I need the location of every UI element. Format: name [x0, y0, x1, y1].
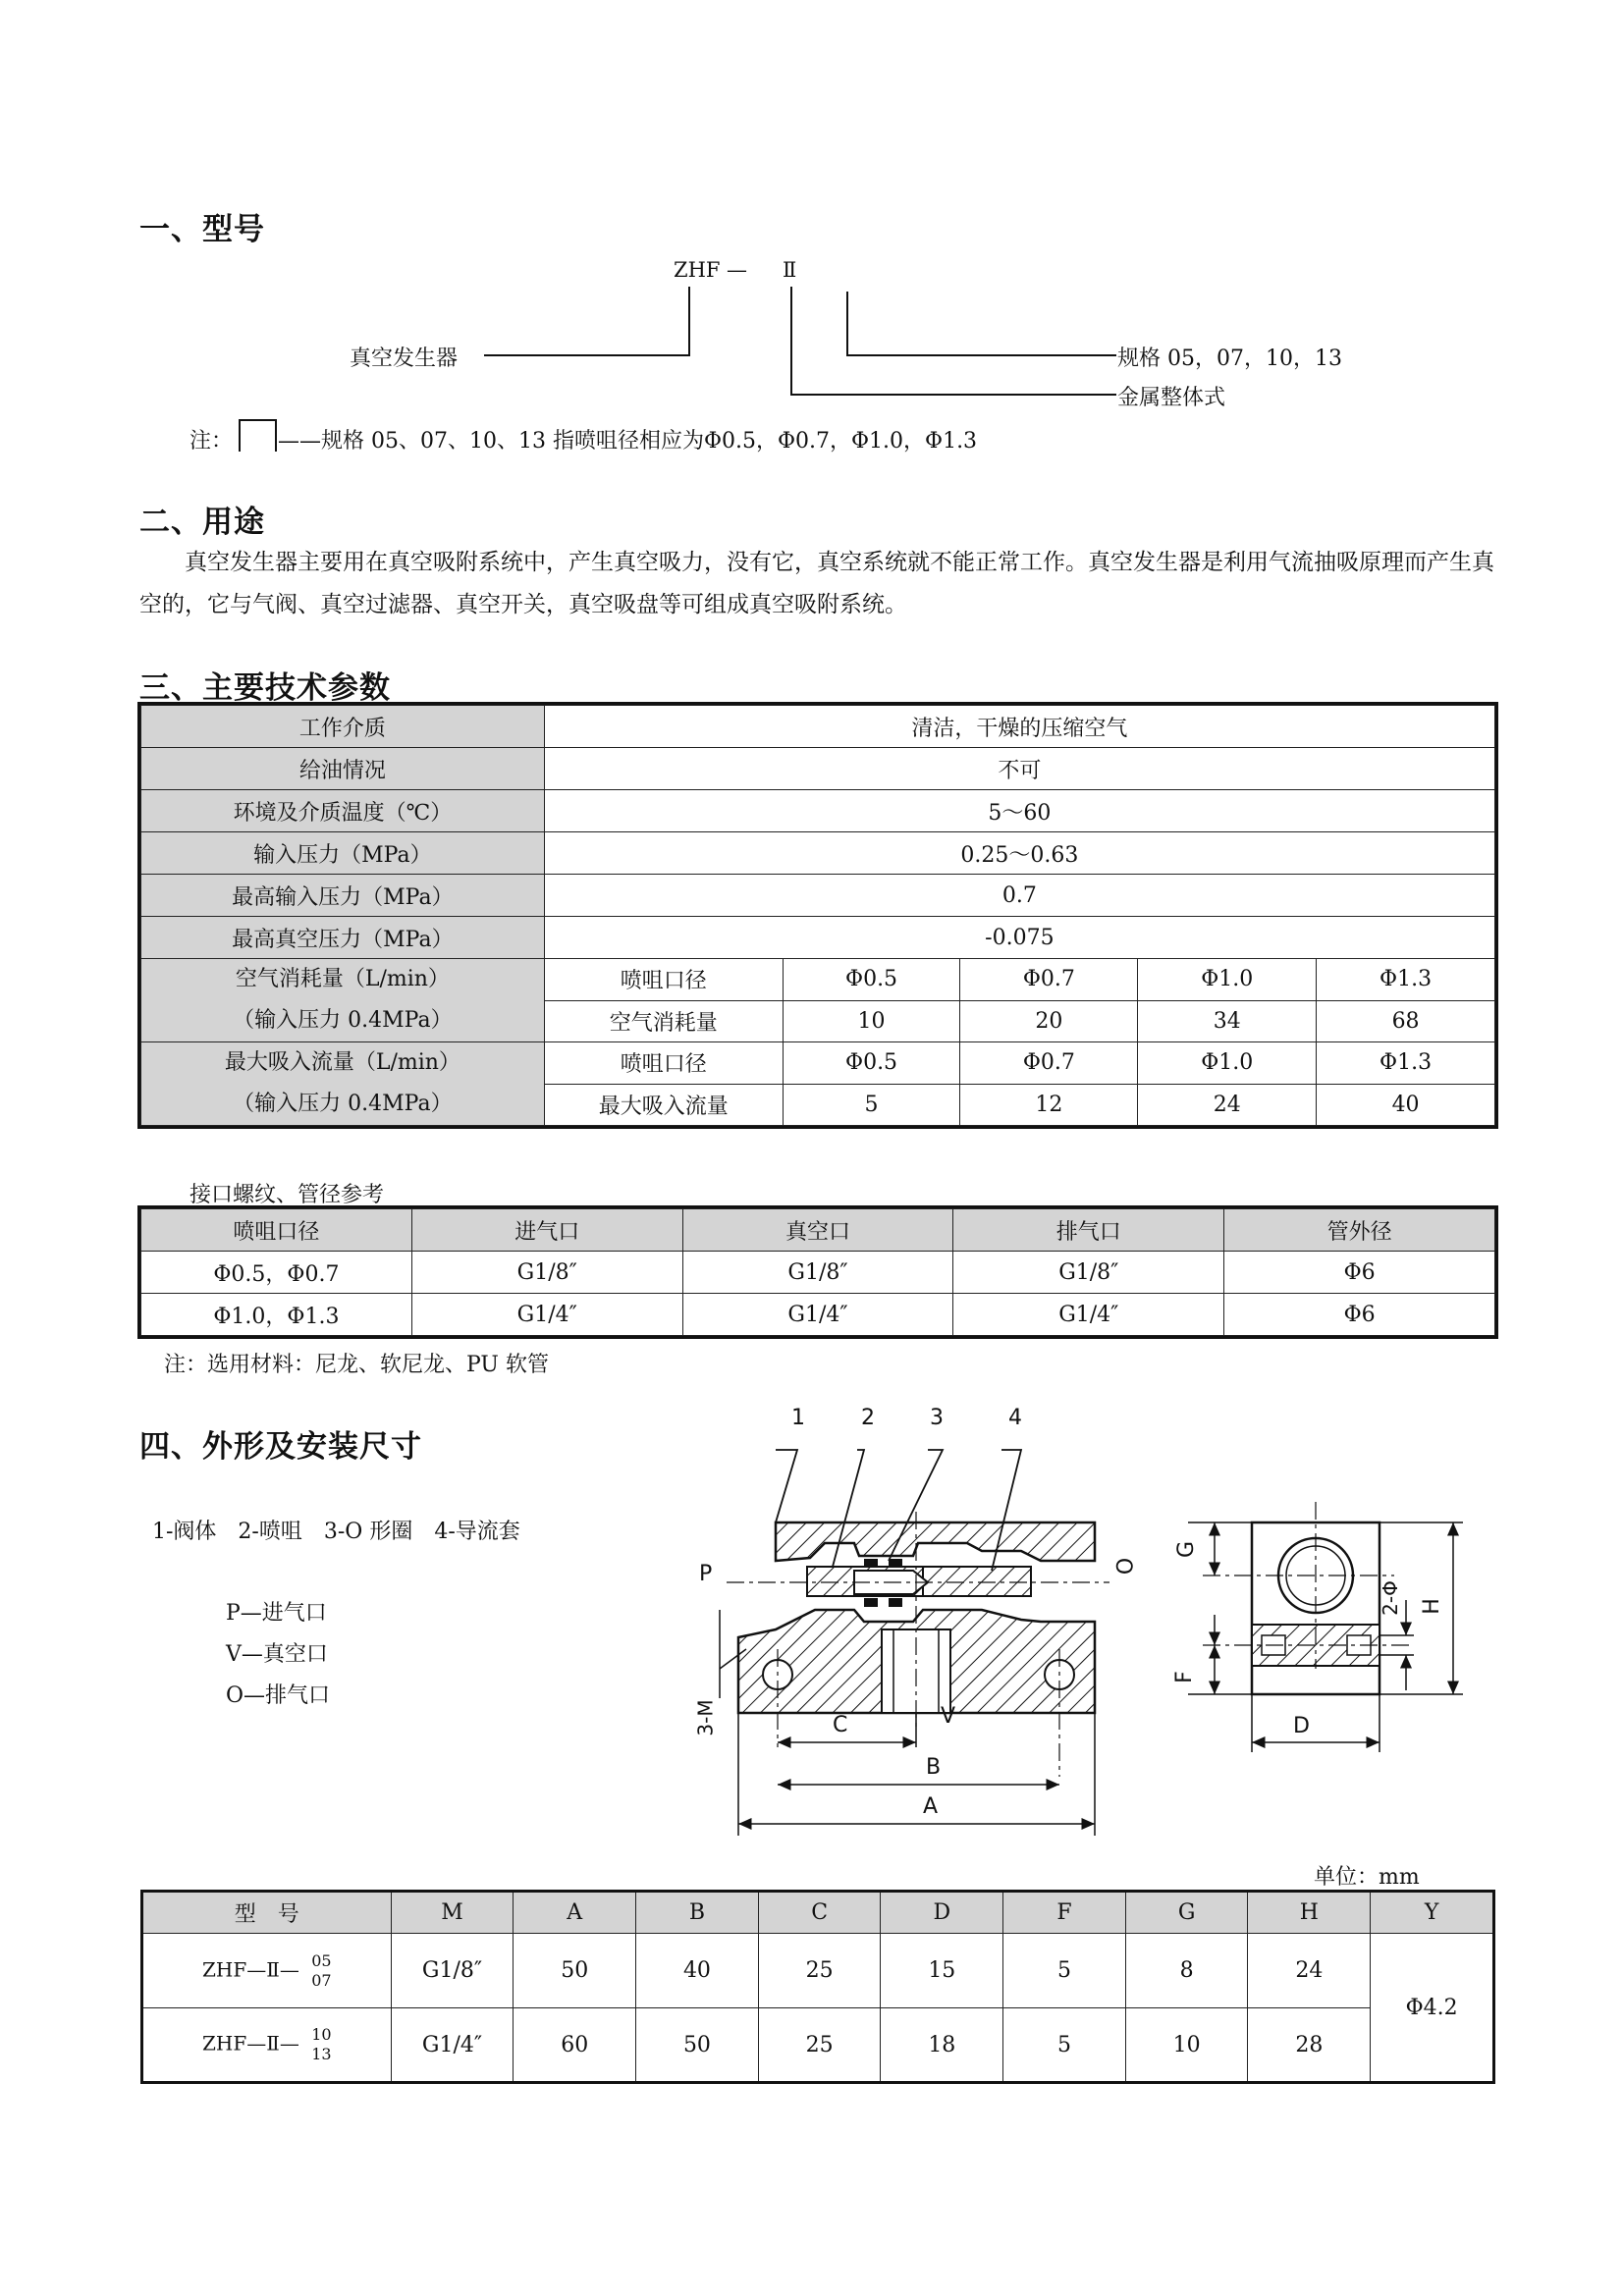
- table-cell: Φ1.0: [1138, 959, 1317, 1001]
- param-value: 0.25～0.63: [544, 832, 1494, 875]
- model-suffix: [311, 1951, 331, 1991]
- table-cell: 8: [1125, 1934, 1248, 2008]
- table-cell: 60: [514, 2008, 636, 2083]
- table-cell: G1/8″: [953, 1252, 1224, 1294]
- ports-caption: 接口螺纹、管径参考: [189, 1183, 385, 1207]
- dim-b: B: [926, 1755, 942, 1780]
- table-cell: Φ1.3: [1317, 1042, 1495, 1085]
- table-cell: 20: [960, 1000, 1138, 1042]
- table-cell: Φ6: [1224, 1252, 1495, 1294]
- table-row: [142, 1934, 1494, 2008]
- table-cell: 68: [1317, 1000, 1495, 1042]
- ports-note: 注：选用材料：尼龙、软尼龙、PU 软管: [164, 1353, 549, 1377]
- model-suffix-2: 13: [311, 2045, 332, 2063]
- side-view: [1188, 1502, 1463, 1752]
- dim-a: A: [923, 1794, 939, 1819]
- table-row: [142, 2008, 1494, 2083]
- table-cell: 28: [1248, 2008, 1371, 2083]
- table-cell: G1/8″: [391, 1934, 514, 2008]
- table-header: C: [758, 1892, 881, 1934]
- code-model: ZHF: [674, 258, 721, 282]
- model-suffix-1: 10: [311, 2025, 332, 2044]
- label-metal: 金属整体式: [1117, 386, 1226, 410]
- dim-g: G: [1174, 1540, 1200, 1559]
- suction-label-line1: 最大吸入流量（L/min）: [224, 1050, 460, 1075]
- front-section-view: [720, 1450, 1109, 1836]
- table-cell: 34: [1138, 1000, 1317, 1042]
- table-header: Y: [1371, 1892, 1494, 1934]
- drawing-label-v: V: [941, 1704, 956, 1729]
- drawing-label-3m: 3-M: [693, 1699, 718, 1736]
- table-cell: 40: [1317, 1084, 1495, 1126]
- dim-d: D: [1293, 1714, 1310, 1738]
- table-cell: G1/4″: [411, 1294, 682, 1336]
- table-cell: 18: [881, 2008, 1003, 2083]
- table-header: B: [636, 1892, 759, 1934]
- table-cell: Φ0.5，Φ0.7: [141, 1252, 412, 1294]
- table-cell: G1/4″: [953, 1294, 1224, 1336]
- table-cell: G1/8″: [411, 1252, 682, 1294]
- table-header: D: [881, 1892, 1003, 1934]
- table-header-row: [142, 1892, 1494, 1934]
- table-header: M: [391, 1892, 514, 1934]
- callout-2: 2: [861, 1406, 875, 1430]
- table-header: 喷咀口径: [141, 1209, 412, 1252]
- dimensions-table: [140, 1890, 1495, 2084]
- code-dash: —: [727, 258, 747, 282]
- table-cell: 12: [960, 1084, 1138, 1126]
- model-suffix: [311, 2025, 331, 2064]
- y-value: Φ4.2: [1371, 1934, 1494, 2083]
- table-cell: 25: [758, 2008, 881, 2083]
- param-label: 输入压力（MPa）: [141, 832, 545, 875]
- param-label: 最高真空压力（MPa）: [141, 917, 545, 959]
- dim-f: F: [1171, 1671, 1197, 1683]
- model-cell: [142, 1934, 392, 2008]
- drawing-label-o: O: [1110, 1557, 1136, 1575]
- param-label: 环境及介质温度（℃）: [141, 790, 545, 832]
- table-cell: 25: [758, 1934, 881, 2008]
- table-cell: 50: [636, 2008, 759, 2083]
- table-cell: G1/4″: [391, 2008, 514, 2083]
- unit-label: 单位：mm: [1314, 1865, 1420, 1890]
- table-cell: 15: [881, 1934, 1003, 2008]
- param-value: 0.7: [544, 875, 1494, 917]
- table-cell: 最大吸入流量: [544, 1084, 783, 1126]
- table-cell: 5: [783, 1084, 960, 1126]
- section-title-usage: 二、用途: [139, 505, 265, 540]
- table-cell: Φ0.7: [960, 959, 1138, 1001]
- model-suffix-1: 05: [311, 1950, 332, 1970]
- table-cell: 50: [514, 1934, 636, 2008]
- model-name: ZHF—Ⅱ—: [202, 2031, 299, 2056]
- table-header: 管外径: [1224, 1209, 1495, 1252]
- dim-c: C: [833, 1713, 848, 1737]
- note-text: ——规格 05、07、10、13 指喷咀径相应为Φ0.5，Φ0.7，Φ1.0，Φ1.3: [278, 429, 978, 454]
- table-cell: 空气消耗量: [544, 1000, 783, 1042]
- code-suffix: Ⅱ: [783, 258, 797, 282]
- note-prefix: 注：: [189, 429, 234, 454]
- table-cell: Φ0.5: [783, 1042, 960, 1085]
- air-label-line1: 空气消耗量（L/min）: [235, 967, 450, 991]
- dim-2phi: 2-Φ: [1378, 1580, 1402, 1616]
- table-cell: G1/8″: [682, 1252, 953, 1294]
- table-cell: 5: [1003, 1934, 1126, 2008]
- table-header: A: [514, 1892, 636, 1934]
- param-label: 给油情况: [141, 748, 545, 790]
- table-cell: 40: [636, 1934, 759, 2008]
- callout-4: 4: [1008, 1406, 1022, 1430]
- model-cell: [142, 2008, 392, 2083]
- table-header: 型 号: [142, 1892, 392, 1934]
- table-header: 进气口: [411, 1209, 682, 1252]
- parts-legend: 1-阀体 2-喷咀 3-O 形圈 4-导流套: [152, 1520, 520, 1544]
- table-cell: Φ0.5: [783, 959, 960, 1001]
- table-header: H: [1248, 1892, 1371, 1934]
- param-value: 清洁，干燥的压缩空气: [544, 706, 1494, 748]
- param-label: 工作介质: [141, 706, 545, 748]
- param-label: 最高输入压力（MPa）: [141, 875, 545, 917]
- callout-3: 3: [930, 1406, 944, 1430]
- table-cell: Φ1.0，Φ1.3: [141, 1294, 412, 1336]
- section-title-dimensions: 四、外形及安装尺寸: [139, 1429, 422, 1465]
- section-title-model: 一、型号: [139, 212, 265, 247]
- table-cell: Φ1.0: [1138, 1042, 1317, 1085]
- section-title-params: 三、主要技术参数: [139, 670, 391, 706]
- table-header: 真空口: [682, 1209, 953, 1252]
- table-cell: 喷咀口径: [544, 959, 783, 1001]
- table-cell: 10: [1125, 2008, 1248, 2083]
- table-cell: Φ1.3: [1317, 959, 1495, 1001]
- air-label-line2: （输入压力 0.4MPa）: [233, 1008, 453, 1033]
- table-cell: 24: [1138, 1084, 1317, 1126]
- label-spec: 规格 05，07，10，13: [1117, 347, 1342, 371]
- label-vacuum-generator: 真空发生器: [350, 347, 459, 371]
- param-value: 不可: [544, 748, 1494, 790]
- table-cell: Φ6: [1224, 1294, 1495, 1336]
- usage-paragraph: 真空发生器主要用在真空吸附系统中，产生真空吸力，没有它，真空系统就不能正常工作。真空发生器是利用气流抽吸原理而产生真空的，它与气阀、真空过滤器、真空开关，真空吸盘等可组成真空吸附系统。: [139, 550, 1494, 617]
- callout-1: 1: [791, 1406, 805, 1430]
- port-p-legend: P—进气口: [226, 1601, 327, 1626]
- table-cell: 10: [783, 1000, 960, 1042]
- port-v-legend: V—真空口: [226, 1642, 328, 1667]
- suction-label-line2: （输入压力 0.4MPa）: [233, 1092, 453, 1116]
- param-value: 5～60: [544, 790, 1494, 832]
- table-cell: G1/4″: [682, 1294, 953, 1336]
- table-header: 排气口: [953, 1209, 1224, 1252]
- param-value: -0.075: [544, 917, 1494, 959]
- table-cell: 24: [1248, 1934, 1371, 2008]
- table-header: G: [1125, 1892, 1248, 1934]
- dim-h: H: [1419, 1598, 1444, 1615]
- model-name: ZHF—Ⅱ—: [202, 1957, 299, 1981]
- table-cell: 5: [1003, 2008, 1126, 2083]
- port-o-legend: O—排气口: [226, 1683, 331, 1708]
- table-header: F: [1003, 1892, 1126, 1934]
- drawing-label-p: P: [699, 1562, 713, 1586]
- table-cell: 喷咀口径: [544, 1042, 783, 1085]
- table-cell: Φ0.7: [960, 1042, 1138, 1085]
- model-suffix-2: 07: [311, 1970, 332, 1990]
